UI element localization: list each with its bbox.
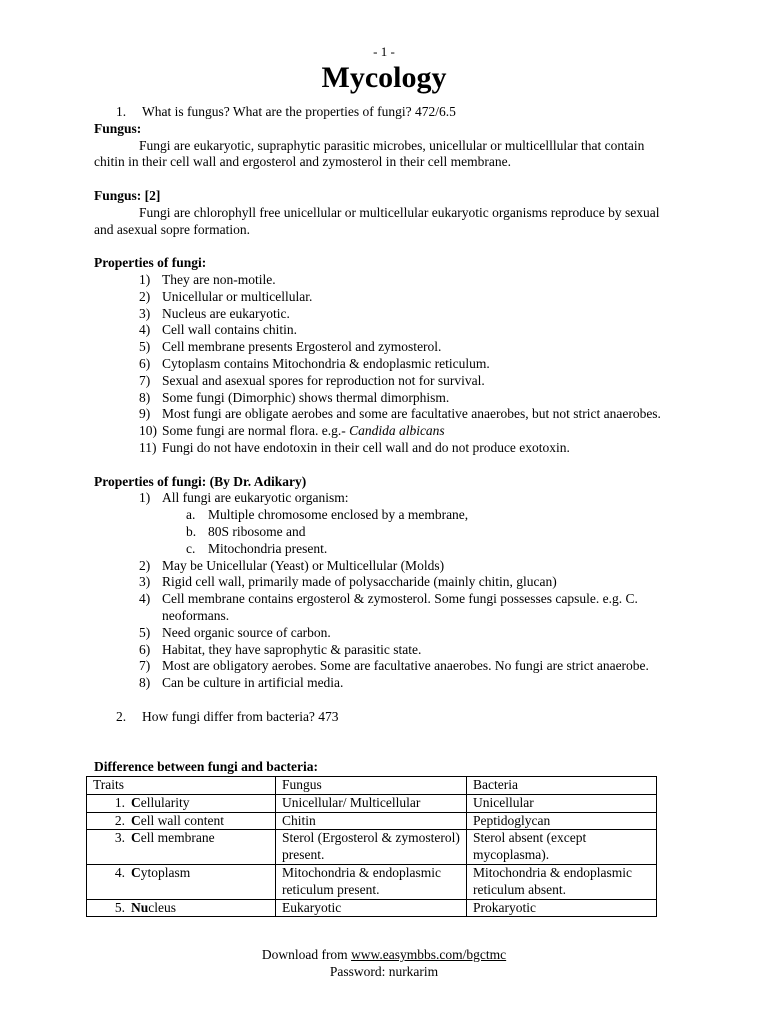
fungus-definition: Fungi are eukaryotic, supraphytic parasitic microbes, unicellular or multicelllular that contain chitin in their cell wall and ergosterol and zymosterol in their cell membrane. bbox=[94, 137, 645, 170]
list-item-text: Most are obligatory aerobes. Some are facultative anaerobes. No fungi are strict anaerobe. bbox=[162, 658, 649, 674]
list-item bbox=[94, 642, 674, 659]
list-item bbox=[94, 558, 674, 575]
species-name: Candida albicans bbox=[349, 423, 445, 439]
fungus-2-heading: Fungus: [2] bbox=[94, 187, 161, 203]
fungus-cell: Eukaryotic bbox=[276, 899, 467, 917]
list-item-text: Nucleus are eukaryotic. bbox=[162, 305, 290, 321]
sublist-item-letter: c. bbox=[186, 540, 196, 556]
trait-initial: C bbox=[131, 794, 141, 810]
bacteria-cell: Mitochondria & endoplasmic reticulum absent. bbox=[467, 864, 657, 899]
adikary-heading: Properties of fungi: (By Dr. Adikary) bbox=[94, 473, 307, 489]
trait-initial: C bbox=[131, 864, 141, 880]
list-item-text: Cell membrane presents Ergosterol and zymosterol. bbox=[162, 339, 442, 355]
bacteria-cell: Sterol absent (except mycoplasma). bbox=[467, 830, 657, 865]
fungus-2-definition: Fungi are chlorophyll free unicellular or multicellular eukaryotic organisms reproduce by sexual and asexual sopre formation. bbox=[94, 204, 660, 237]
properties-heading: Properties of fungi: bbox=[94, 255, 207, 271]
sublist-item-letter: a. bbox=[186, 507, 196, 523]
list-item-number: 2) bbox=[139, 288, 151, 304]
list-item bbox=[94, 356, 674, 373]
list-item-number: 8) bbox=[139, 675, 151, 691]
table-row bbox=[87, 812, 657, 830]
list-item bbox=[94, 390, 674, 407]
list-item-text: Need organic source of carbon. bbox=[162, 624, 331, 640]
question-number: 1. bbox=[116, 104, 127, 119]
list-item-text: Sexual and asexual spores for reproduction not for survival. bbox=[162, 372, 485, 388]
list-item-number: 3) bbox=[139, 574, 151, 590]
trait-number: 1. bbox=[114, 794, 125, 810]
trait-name: ell wall content bbox=[140, 812, 224, 828]
document-body bbox=[94, 104, 674, 774]
list-item-text: They are non-motile. bbox=[162, 271, 276, 287]
trait-initial: C bbox=[131, 830, 141, 846]
list-item-number: 9) bbox=[139, 406, 151, 422]
adikary-list-continued bbox=[94, 558, 674, 692]
list-item bbox=[94, 658, 674, 675]
trait-number: 5. bbox=[114, 899, 125, 915]
list-item-text: Some fungi (Dimorphic) shows thermal dimorphism. bbox=[162, 389, 450, 405]
sublist-item-letter: b. bbox=[186, 523, 197, 539]
list-item-text: May be Unicellular (Yeast) or Multicellular (Molds) bbox=[162, 557, 445, 573]
sublist-item bbox=[94, 524, 674, 541]
page-title: Mycology bbox=[321, 61, 447, 94]
trait-name: ytoplasm bbox=[140, 864, 191, 880]
properties-list bbox=[94, 272, 674, 457]
list-item-number: 3) bbox=[139, 305, 151, 321]
trait-cell bbox=[87, 830, 276, 865]
fungus-cell: Mitochondria & endoplasmic reticulum present. bbox=[276, 864, 467, 899]
table-header-cell: Traits bbox=[87, 777, 276, 795]
table-row bbox=[87, 899, 657, 917]
list-item-number: 1) bbox=[139, 271, 151, 287]
list-item-number: 8) bbox=[139, 389, 151, 405]
footer bbox=[0, 947, 768, 981]
list-item bbox=[94, 322, 674, 339]
question-text: What is fungus? What are the properties of fungi? 472/6.5 bbox=[142, 104, 456, 119]
trait-initial: Nu bbox=[131, 899, 149, 915]
trait-number: 4. bbox=[114, 864, 125, 880]
trait-initial: C bbox=[131, 812, 141, 828]
sublist-item bbox=[94, 507, 674, 524]
list-item bbox=[94, 423, 674, 440]
list-item-number: 2) bbox=[139, 557, 151, 573]
list-item-number: 6) bbox=[139, 641, 151, 657]
sublist-item-text: 80S ribosome and bbox=[208, 523, 306, 539]
list-item bbox=[94, 306, 674, 323]
difference-table bbox=[86, 776, 657, 917]
list-item bbox=[94, 289, 674, 306]
bacteria-cell: Unicellular bbox=[467, 794, 657, 812]
table-header-row bbox=[87, 777, 657, 795]
trait-cell bbox=[87, 899, 276, 917]
sublist-item-text: Multiple chromosome enclosed by a membrane, bbox=[208, 507, 469, 523]
list-item bbox=[94, 406, 674, 423]
trait-number: 2. bbox=[114, 812, 125, 828]
list-item bbox=[94, 272, 674, 289]
trait-cell bbox=[87, 864, 276, 899]
bacteria-cell: Prokaryotic bbox=[467, 899, 657, 917]
list-item bbox=[94, 574, 674, 591]
page-number: - 1 - bbox=[373, 44, 395, 59]
table-header-cell: Bacteria bbox=[467, 777, 657, 795]
fungus-cell: Sterol (Ergosterol & zymosterol) present. bbox=[276, 830, 467, 865]
list-item-number: 11) bbox=[139, 439, 157, 455]
table-row bbox=[87, 794, 657, 812]
list-item-text: Unicellular or multicellular. bbox=[162, 288, 313, 304]
question-1 bbox=[94, 104, 674, 121]
table-header-cell: Fungus bbox=[276, 777, 467, 795]
question-2 bbox=[94, 709, 674, 726]
list-item-text: Can be culture in artificial media. bbox=[162, 675, 344, 691]
list-item-number: 4) bbox=[139, 322, 151, 338]
trait-name: ell membrane bbox=[140, 830, 215, 846]
trait-cell bbox=[87, 794, 276, 812]
list-item-text: Cell wall contains chitin. bbox=[162, 322, 297, 338]
footer-download-text: Download from bbox=[261, 947, 352, 962]
download-link[interactable]: www.easymbbs.com/bgctmc bbox=[351, 947, 507, 962]
table-row bbox=[87, 830, 657, 865]
question-number: 2. bbox=[116, 708, 127, 724]
fungus-cell: Unicellular/ Multicellular bbox=[276, 794, 467, 812]
list-item: 1) All fungi are eukaryotic organism: bbox=[139, 490, 349, 506]
trait-cell bbox=[87, 812, 276, 830]
bacteria-cell: Peptidoglycan bbox=[467, 812, 657, 830]
list-item-text: Some fungi are normal flora. e.g.- bbox=[162, 423, 350, 439]
adikary-sublist bbox=[94, 507, 674, 557]
list-item-number: 6) bbox=[139, 355, 151, 371]
list-item bbox=[94, 625, 674, 642]
question-text: How fungi differ from bacteria? 473 bbox=[142, 708, 339, 724]
list-item-number: 4) bbox=[139, 591, 151, 607]
list-item-text: Cytoplasm contains Mitochondria & endoplasmic reticulum. bbox=[162, 355, 490, 371]
sublist-item bbox=[94, 541, 674, 558]
list-item-number: 10) bbox=[139, 423, 157, 439]
sublist-item-text: Mitochondria present. bbox=[208, 540, 328, 556]
list-item-number: 7) bbox=[139, 658, 151, 674]
list-item-number: 7) bbox=[139, 372, 151, 388]
fungus-heading: Fungus: bbox=[94, 120, 142, 136]
list-item-text: Fungi do not have endotoxin in their cell wall and do not produce exotoxin. bbox=[162, 439, 570, 455]
trait-name: cleus bbox=[148, 899, 177, 915]
adikary-list bbox=[94, 490, 674, 507]
difference-heading: Difference between fungi and bacteria: bbox=[94, 759, 318, 774]
trait-number: 3. bbox=[114, 830, 125, 846]
list-item-number: 5) bbox=[139, 624, 151, 640]
list-item bbox=[94, 440, 674, 457]
list-item-text: Habitat, they have saprophytic & parasitic state. bbox=[162, 641, 422, 657]
list-item-number: 5) bbox=[139, 339, 151, 355]
list-item bbox=[94, 373, 674, 390]
list-item-text: Most fungi are obligate aerobes and some are facultative anaerobes, but not strict anaerobes. bbox=[162, 406, 661, 422]
fungus-cell: Chitin bbox=[276, 812, 467, 830]
trait-name: ellularity bbox=[140, 794, 190, 810]
list-item bbox=[94, 339, 674, 356]
list-item bbox=[94, 675, 674, 692]
list-item-text: Rigid cell wall, primarily made of polysaccharide (mainly chitin, glucan) bbox=[162, 574, 557, 590]
list-item bbox=[94, 591, 674, 625]
footer-password: Password: nurkarim bbox=[329, 963, 439, 979]
list-item-text: Cell membrane contains ergosterol & zymosterol. Some fungi possesses capsule. e.g. C. neoformans. bbox=[162, 591, 638, 623]
table-row bbox=[87, 864, 657, 899]
